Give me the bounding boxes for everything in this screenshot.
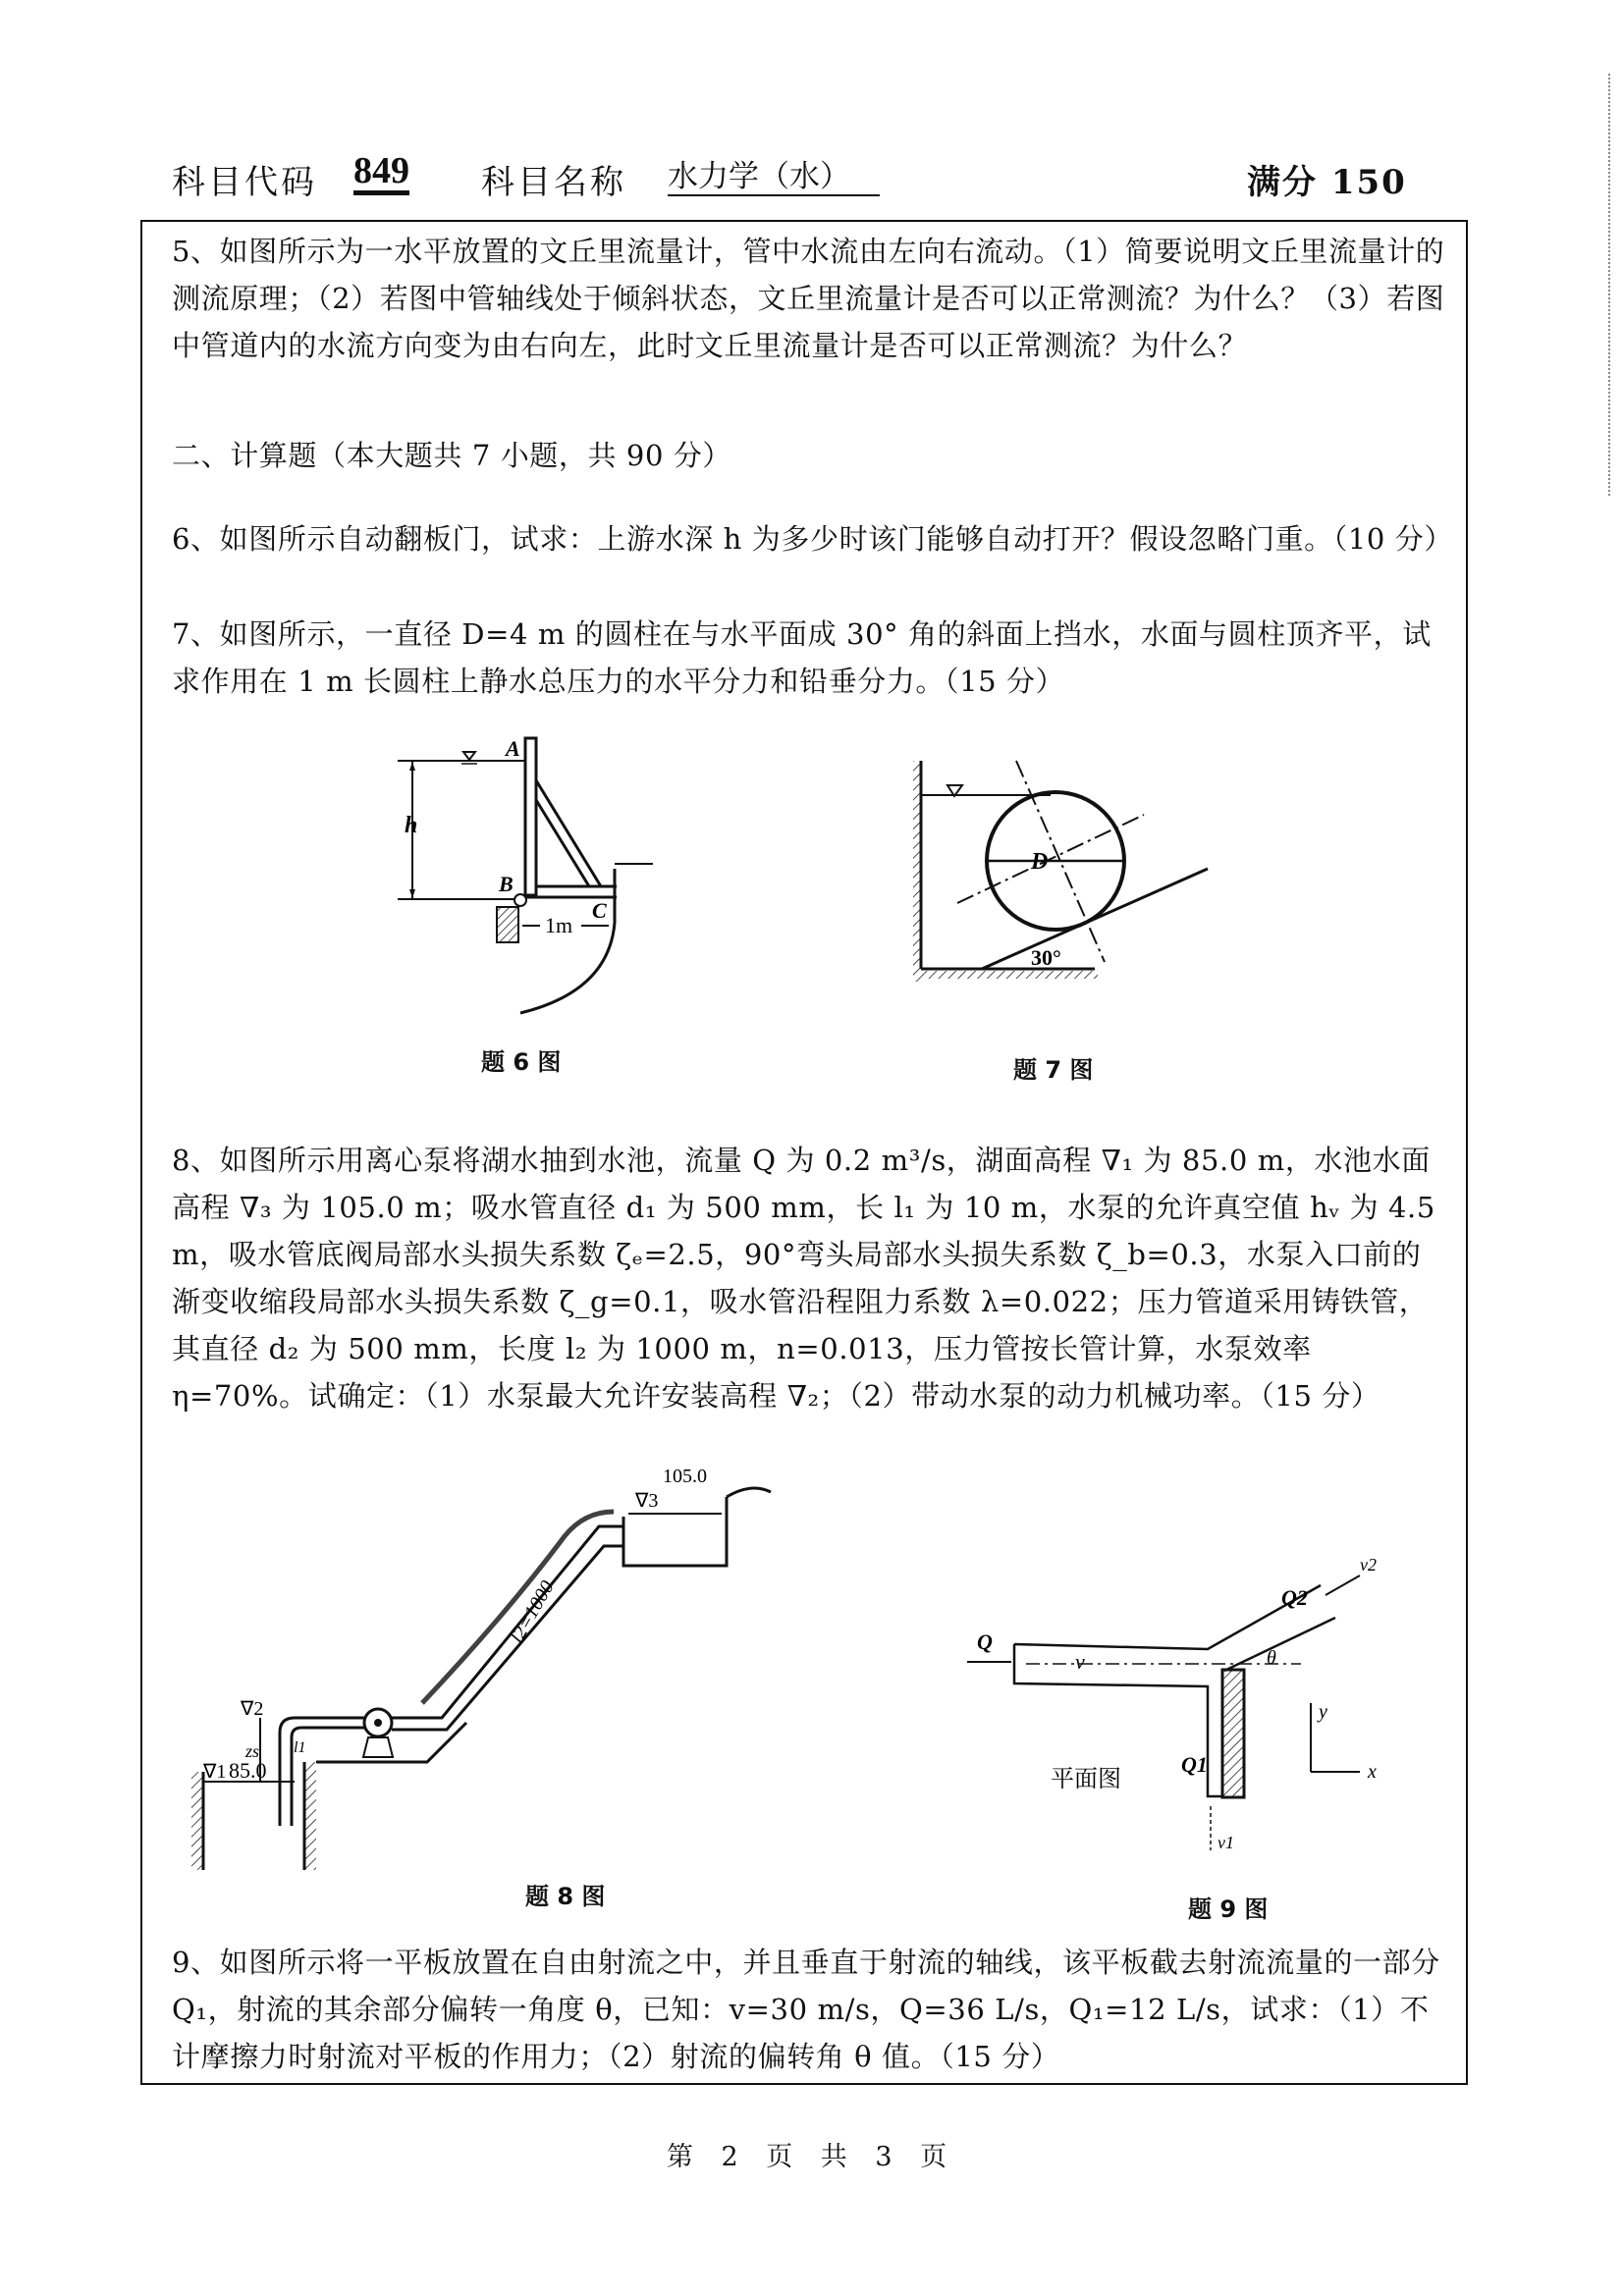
page-number-footer: 第 2 页 共 3 页 bbox=[666, 2142, 957, 2172]
svg-text:B: B bbox=[499, 872, 514, 896]
svg-text:D: D bbox=[1031, 849, 1049, 875]
svg-text:85.0: 85.0 bbox=[229, 1758, 267, 1783]
svg-text:Q1: Q1 bbox=[1181, 1752, 1208, 1777]
figure-7-caption: 题 7 图 bbox=[1013, 1056, 1094, 1084]
full-score: 满分 150 bbox=[1247, 163, 1407, 202]
question-6: 6、如图所示自动翻板门，试求：上游水深 h 为多少时该门能够自动打开？假设忽略门重。（10 分） bbox=[172, 522, 1453, 556]
svg-text:zs: zs bbox=[245, 1741, 260, 1761]
svg-text:∇2: ∇2 bbox=[241, 1698, 264, 1720]
svg-text:A: A bbox=[506, 736, 520, 761]
svg-text:l2=1000: l2=1000 bbox=[506, 1576, 559, 1647]
svg-text:x: x bbox=[1368, 1761, 1377, 1783]
svg-text:C: C bbox=[592, 898, 607, 923]
svg-text:∇1: ∇1 bbox=[203, 1761, 227, 1783]
figure-8-caption: 题 8 图 bbox=[525, 1883, 606, 1910]
svg-text:y: y bbox=[1319, 1701, 1327, 1723]
svg-text:θ: θ bbox=[1267, 1647, 1276, 1669]
subject-name: 水力学（水） bbox=[668, 159, 880, 196]
svg-text:v1: v1 bbox=[1217, 1833, 1234, 1852]
svg-text:Q2: Q2 bbox=[1281, 1585, 1308, 1610]
question-9: 9、如图所示将一平板放置在自由射流之中，并且垂直于射流的轴线，该平板截去射流流量的一部分 Q₁，射流的其余部分偏转一角度 θ，已知：v=30 m/s，Q=36 L/s，Q₁=12 L/s，试求：（1）不计摩擦力时射流对平板的作用力；（2）射流的偏转角 θ 值。（15 分） bbox=[172, 1946, 1440, 2073]
svg-text:30°: 30° bbox=[1031, 945, 1061, 970]
svg-text:105.0: 105.0 bbox=[663, 1466, 707, 1487]
figure-7-cylinder-diagram bbox=[903, 751, 1237, 1006]
question-5: 5、如图所示为一水平放置的文丘里流量计，管中水流由左向右流动。（1）简要说明文丘里流量计的测流原理；（2）若图中管轴线处于倾斜状态，文丘里流量计是否可以正常测流？为什么？（3）若图中管道内的水流方向变为由右向左，此时文丘里流量计是否可以正常测流？为什么？ bbox=[172, 235, 1445, 362]
svg-text:∇3: ∇3 bbox=[635, 1490, 659, 1512]
figure-9-jet-diagram bbox=[957, 1556, 1389, 1870]
question-7: 7、如图所示，一直径 D=4 m 的圆柱在与水平面成 30° 角的斜面上挡水，水面与圆柱顶齐平，试求作用在 1 m 长圆柱上静水总压力的水平分力和铅垂分力。（15 分） bbox=[172, 617, 1432, 698]
figure-6-caption: 题 6 图 bbox=[481, 1048, 562, 1076]
section-2-heading: 二、计算题（本大题共 7 小题，共 90 分） bbox=[172, 439, 732, 472]
subject-code-label: 科目代码 bbox=[172, 163, 317, 202]
svg-text:v: v bbox=[1075, 1649, 1085, 1674]
figure-9-caption: 题 9 图 bbox=[1188, 1896, 1269, 1923]
exam-header bbox=[157, 147, 1434, 206]
svg-text:Q: Q bbox=[977, 1629, 993, 1654]
svg-text:1m: 1m bbox=[545, 913, 573, 937]
figure-8-pump-diagram bbox=[182, 1438, 928, 1870]
scan-edge-marks bbox=[1608, 74, 1613, 496]
svg-text:v2: v2 bbox=[1360, 1556, 1377, 1575]
figure-6-gate-diagram bbox=[373, 726, 785, 1041]
subject-code: 849 bbox=[353, 151, 409, 195]
svg-text:l1: l1 bbox=[294, 1739, 306, 1756]
svg-text:平面图: 平面图 bbox=[1051, 1767, 1121, 1792]
question-8: 8、如图所示用离心泵将湖水抽到水池，流量 Q 为 0.2 m³/s，湖面高程 ∇₁ 为 85.0 m，水池水面高程 ∇₃ 为 105.0 m；吸水管直径 d₁ 为 500 mm，长 l₁ 为 10 m，水泵的允许真空值 hᵥ 为 4.5 m，吸水管底阀局部水头损失系数 ζₑ=2.5，90°弯头局部水头损失系数 ζ_b=0.3，水泵入口前的渐变收缩段局部水头损失系数 ζ_g=0.1，吸水管沿程阻力系数 λ=0.022；压力管道采用铸铁管，其直径 d₂ 为 500 mm，长度 l₂ 为 1000 m，n=0.013，压力管按长管计算，水泵效率 η=70%。试确定：（1）水泵最大允许安装高程 ∇₂；（2）带动水泵的动力机械功率。（15 分） bbox=[172, 1144, 1435, 1413]
label-h: h bbox=[405, 813, 418, 838]
subject-name-label: 科目名称 bbox=[481, 163, 626, 202]
